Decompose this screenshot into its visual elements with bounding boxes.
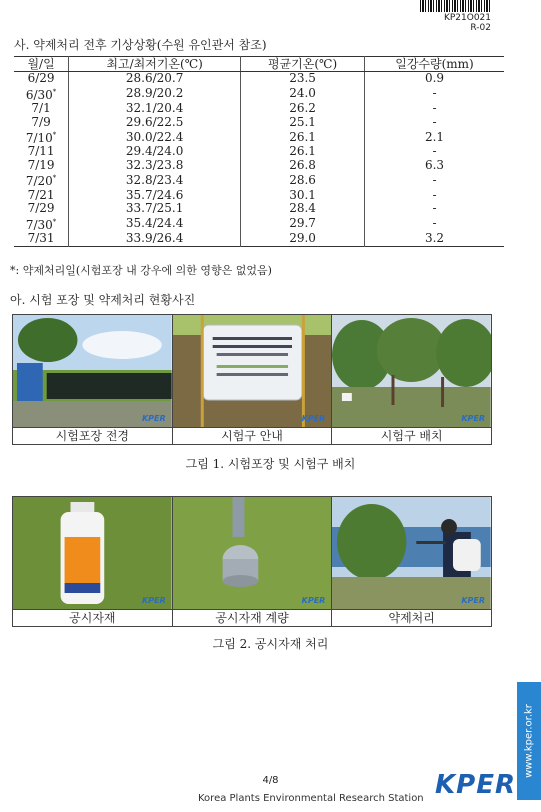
figure2-title: 그림 2. 공시자재 처리	[212, 637, 329, 651]
cell-avg: 25.1	[241, 115, 365, 129]
col-header-temp: 최고/최저기온(℃)	[69, 57, 241, 72]
col-header-date: 월/일	[14, 57, 69, 72]
treatment-mark: *	[52, 87, 57, 96]
kper-logo: KPER	[435, 770, 516, 800]
cell-date: 7/20*	[25, 174, 57, 189]
cell-date: 7/31	[27, 231, 55, 246]
photo-watermark: KPER	[141, 414, 166, 423]
treatment-mark: *	[52, 174, 57, 183]
figure2-caption-2: 공시자재 계량	[173, 610, 333, 626]
cell-rain: -	[364, 216, 504, 232]
cell-rain: 2.1	[364, 129, 504, 145]
document-code	[444, 13, 491, 33]
cell-rain: 3.2	[364, 232, 504, 246]
table-row	[14, 145, 504, 159]
cell-rain: -	[364, 188, 504, 202]
weather-table-body	[14, 72, 504, 247]
cell-rain: -	[364, 172, 504, 188]
figure1-photo-panel	[12, 314, 492, 445]
cell-temp: 32.1/20.4	[69, 102, 241, 116]
table-row	[14, 188, 504, 202]
table-row	[14, 172, 504, 188]
photo-watermark: KPER	[301, 596, 326, 605]
cell-rain: -	[364, 145, 504, 159]
table-row	[14, 72, 504, 86]
page-number: 4/8	[262, 775, 279, 786]
cell-avg: 26.2	[241, 102, 365, 116]
cell-avg: 26.1	[241, 129, 365, 145]
weather-table	[14, 56, 504, 247]
figure1-caption-3: 시험구 배치	[380, 429, 443, 443]
table-row	[14, 216, 504, 232]
section-title: 사. 약제처리 전후 기상상황(수원 유인관서 참조)	[14, 38, 267, 52]
cell-date: 7/30*	[25, 217, 57, 232]
cell-rain: -	[364, 202, 504, 216]
photo-test-material	[13, 497, 173, 609]
cell-temp: 29.4/24.0	[69, 145, 241, 159]
website-url: www.kper.or.kr	[523, 704, 535, 778]
photo-watermark: KPER	[461, 596, 486, 605]
cell-temp: 35.7/24.6	[69, 188, 241, 202]
cell-temp: 32.3/23.8	[69, 159, 241, 173]
photo-plot-layout	[332, 315, 491, 427]
photo-plot-sign	[173, 315, 333, 427]
cell-avg: 28.4	[241, 202, 365, 216]
table-row	[14, 129, 504, 145]
cell-temp: 28.6/20.7	[69, 72, 241, 86]
cell-avg: 29.7	[241, 216, 365, 232]
barcode	[420, 0, 492, 12]
cell-date: 6/30*	[25, 87, 57, 102]
figure1-title: 그림 1. 시험포장 및 시험구 배치	[185, 457, 356, 471]
cell-avg: 29.0	[241, 232, 365, 246]
cell-temp: 29.6/22.5	[69, 115, 241, 129]
figure1-caption-1: 시험포장 전경	[13, 428, 173, 444]
table-row	[14, 159, 504, 173]
cell-rain: -	[364, 86, 504, 102]
cell-rain: 6.3	[364, 159, 504, 173]
cell-date: 7/29	[27, 201, 55, 216]
photo-watermark: KPER	[141, 596, 166, 605]
cell-temp: 30.0/22.4	[69, 129, 241, 145]
cell-temp: 28.9/20.2	[69, 86, 241, 102]
table-row	[14, 232, 504, 246]
cell-date: 6/29	[27, 71, 55, 86]
photo-field-overview	[13, 315, 173, 427]
cell-temp: 35.4/24.4	[69, 216, 241, 232]
cell-temp: 33.9/26.4	[69, 232, 241, 246]
col-header-rain: 일강수량(mm)	[364, 57, 504, 72]
website-side-tab[interactable]	[517, 682, 541, 800]
col-header-avg: 평균기온(℃)	[241, 57, 365, 72]
cell-rain: -	[364, 115, 504, 129]
cell-avg: 26.1	[241, 145, 365, 159]
table-row	[14, 202, 504, 216]
table-row	[14, 102, 504, 116]
table-row	[14, 86, 504, 102]
cell-temp: 33.7/25.1	[69, 202, 241, 216]
treatment-mark: *	[52, 217, 57, 226]
revision-text: R-02	[470, 23, 491, 33]
figure1-caption-2: 시험구 안내	[173, 428, 333, 444]
treatment-mark: *	[52, 131, 57, 140]
cell-avg: 23.5	[241, 72, 365, 86]
photo-spraying	[332, 497, 491, 609]
photo-watermark: KPER	[301, 414, 326, 423]
cell-date: 7/9	[31, 114, 51, 129]
cell-date: 7/10*	[25, 131, 57, 146]
cell-temp: 32.8/23.4	[69, 172, 241, 188]
figure2-caption-1: 공시자재	[13, 610, 173, 626]
cell-rain: -	[364, 102, 504, 116]
cell-date: 7/1	[31, 101, 51, 116]
figure2-photo-panel	[12, 496, 492, 627]
photo-material-measuring	[173, 497, 333, 609]
table-row	[14, 115, 504, 129]
cell-date: 7/19	[27, 158, 55, 173]
cell-avg: 24.0	[241, 86, 365, 102]
cell-date: 7/21	[27, 187, 55, 202]
cell-rain: 0.9	[364, 72, 504, 86]
cell-avg: 26.8	[241, 159, 365, 173]
doc-code-text: KP21O021	[443, 13, 491, 23]
cell-avg: 30.1	[241, 188, 365, 202]
photo-watermark: KPER	[461, 414, 486, 423]
footnote: *: 약제처리일(시험포장 내 강우에 의한 영향은 없었음)	[10, 264, 272, 277]
figure2-caption-3: 약제처리	[388, 611, 435, 625]
cell-avg: 28.6	[241, 172, 365, 188]
station-name: Korea Plants Environmental Research Station	[198, 793, 424, 804]
table-header-row	[14, 57, 504, 72]
cell-date: 7/11	[27, 144, 55, 159]
subsection-title: 아. 시험 포장 및 약제처리 현황사진	[10, 293, 196, 307]
